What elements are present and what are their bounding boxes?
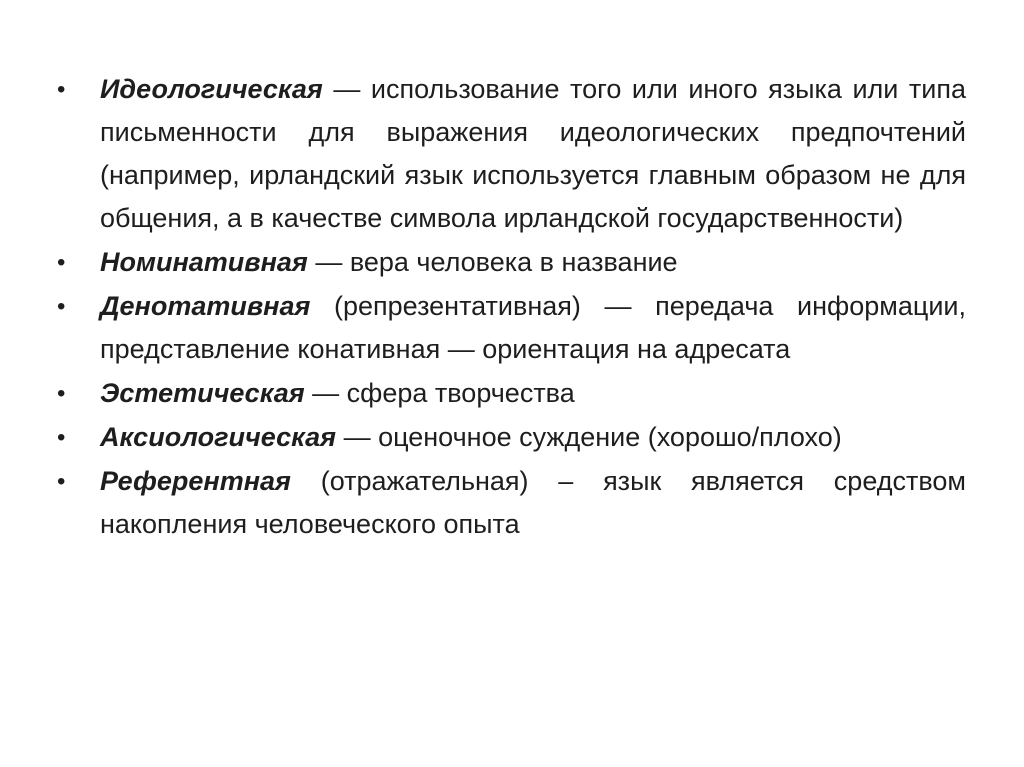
bullet-icon: • <box>57 293 66 320</box>
term-label: Денотативная <box>100 291 311 321</box>
bullet-list <box>56 68 966 547</box>
bullet-icon: • <box>57 249 66 276</box>
bullet-icon: • <box>57 424 66 451</box>
term-label: Референтная <box>100 466 291 496</box>
term-description: (репрезентативная) — передача информации, представление конативная — ориентация на адресата <box>100 291 966 364</box>
term-description: (отражательная) – язык является средством накопления человеческого опыта <box>100 466 966 539</box>
list-item-referential <box>56 460 966 546</box>
term-description: — оценочное суждение (хорошо/плохо) <box>336 422 842 452</box>
term-description: — сфера творчества <box>304 378 575 408</box>
bullet-icon: • <box>57 380 66 407</box>
list-item-denotative <box>56 285 966 371</box>
bullet-icon: • <box>57 468 66 495</box>
list-item-aesthetic <box>56 372 966 415</box>
bullet-icon: • <box>57 76 66 103</box>
list-item-axiological <box>56 416 966 459</box>
term-label: Эстетическая <box>100 378 305 408</box>
list-item-nominative <box>56 241 966 284</box>
term-label: Идеологическая <box>100 74 323 104</box>
term-label: Аксиологическая <box>100 422 337 452</box>
term-description: — вера человека в название <box>307 247 678 277</box>
term-description: — использование того или иного языка или типа письменности для выражения идеологических предпочтений (например, ирландский язык используется главным образом не для общения, а в качестве символа ирландской государственности) <box>100 74 966 233</box>
list-item-ideological <box>56 68 966 240</box>
term-label: Номинативная <box>100 247 308 277</box>
